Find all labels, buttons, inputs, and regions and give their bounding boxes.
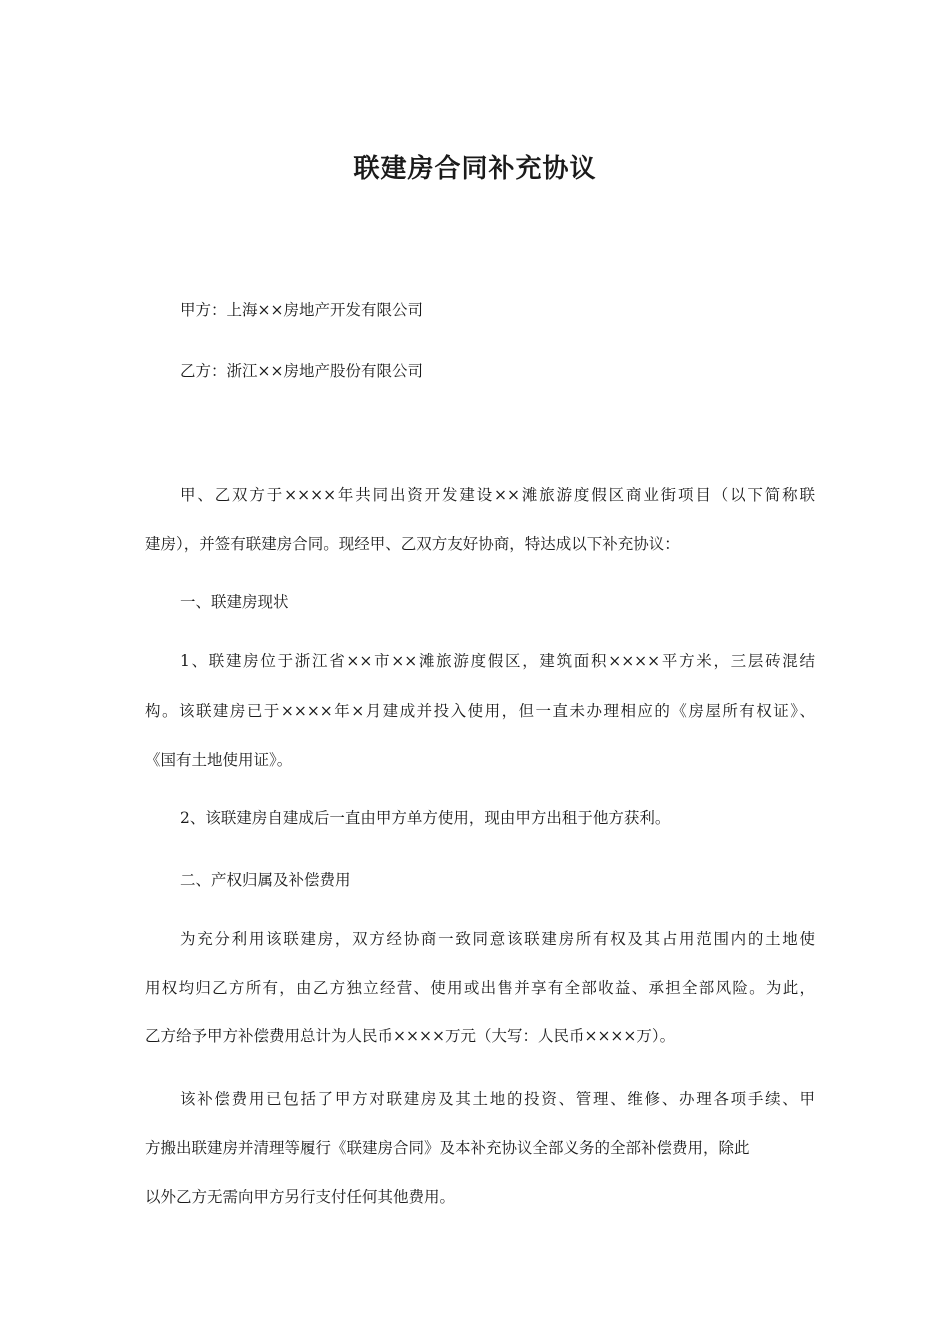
- section-2-para-2-line-3: 以外乙方无需向甲方另行支付任何其他费用。: [145, 1188, 456, 1206]
- section-2-para-2-line-2: 方搬出联建房并清理等履行《联建房合同》及本补充协议全部义务的全部补偿费用，除此: [145, 1139, 750, 1157]
- section-1-item-1-line-2: 构。该联建房已于××××年×月建成并投入使用，但一直未办理相应的《房屋所有权证》、: [145, 702, 815, 720]
- section-1-item-1-line-1: 1、联建房位于浙江省××市××滩旅游度假区，建筑面积××××平方米，三层砖混结: [180, 652, 815, 670]
- section-2-para-1-line-3: 乙方给予甲方补偿费用总计为人民币××××万元（大写：人民币××××万）。: [145, 1027, 676, 1045]
- section-2-para-1-line-1: 为充分利用该联建房，双方经协商一致同意该联建房所有权及其占用范围内的土地使: [180, 930, 815, 948]
- party-a-line: 甲方：上海××房地产开发有限公司: [180, 301, 423, 319]
- section-1-item-2: 2、该联建房自建成后一直由甲方单方使用，现由甲方出租于他方获利。: [180, 809, 671, 827]
- section-1-item-1-line-3: 《国有土地使用证》。: [145, 751, 293, 769]
- intro-line-2: 建房），并签有联建房合同。现经甲、乙双方友好协商，特达成以下补充协议：: [145, 535, 680, 553]
- section-1-heading: 一、联建房现状: [180, 593, 289, 611]
- section-2-heading: 二、产权归属及补偿费用: [180, 871, 351, 889]
- section-2-para-1-line-2: 用权均归乙方所有，由乙方独立经营、使用或出售并享有全部收益、承担全部风险。为此，: [145, 979, 815, 997]
- document-title: 联建房合同补充协议: [353, 154, 597, 184]
- party-b-line: 乙方：浙江××房地产股份有限公司: [180, 362, 423, 380]
- intro-line-1: 甲、乙双方于××××年共同出资开发建设××滩旅游度假区商业街项目（以下简称联: [180, 486, 815, 504]
- section-2-para-2-line-1: 该补偿费用已包括了甲方对联建房及其土地的投资、管理、维修、办理各项手续、甲: [180, 1090, 815, 1108]
